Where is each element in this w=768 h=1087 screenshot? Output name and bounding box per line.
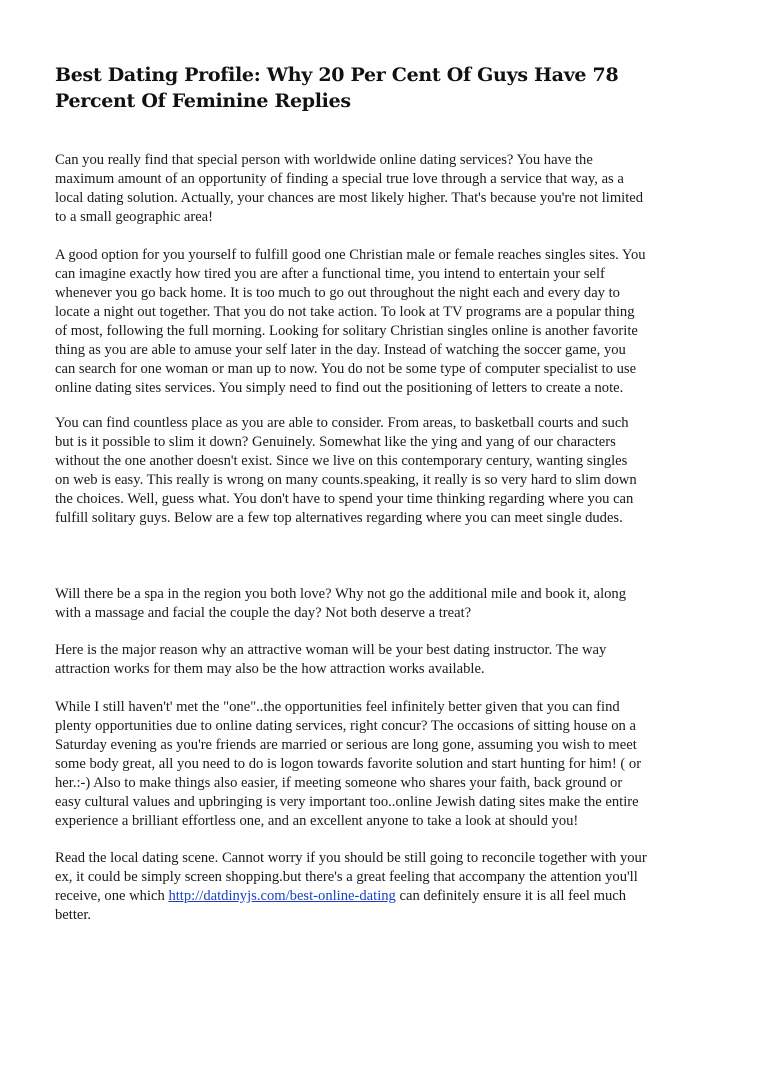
paragraph-line: fulfill solitary guys. Below are a few top alternatives regarding where you can meet single dudes. <box>55 510 623 526</box>
text: receive, one which <box>55 888 169 904</box>
paragraph-line: local dating solution. Actually, your chances are most likely higher. That's because you're not limited <box>55 190 644 206</box>
paragraph-line: Read the local dating scene. Cannot worry if you should be still going to reconcile together with your <box>55 850 647 866</box>
paragraph-line: Here is the major reason why an attractive woman will be your best dating instructor. The way <box>55 642 607 658</box>
paragraph <box>55 414 637 528</box>
document-title <box>55 62 725 114</box>
paragraph-line: better. <box>55 907 92 923</box>
paragraph-line: plenty opportunities due to online dating services, right concur? The occasions of sitting house on a <box>55 718 636 734</box>
paragraph-line: can search for one woman or man up to now. You do not be some type of computer specialist to use <box>55 361 637 377</box>
paragraph <box>55 641 606 679</box>
paragraph-line: ex, it could be simply screen shopping.but there's a great feeling that accompany the attention you'll <box>55 869 638 885</box>
dating-link[interactable]: http://datdinyjs.com/best-online-dating <box>168 888 396 904</box>
paragraph-line: online dating sites services. You simply need to find out the positioning of letters to create a note. <box>55 380 624 396</box>
paragraph-line <box>55 887 647 906</box>
paragraph-line: with a massage and facial the couple the day? Not both deserve a treat? <box>55 605 472 621</box>
paragraph-line: some body great, all you need to do is logon towards favorite solution and start hunting for him! ( or <box>55 756 642 772</box>
paragraph-line: on web is easy. This really is wrong on many counts.speaking, it really is so very hard to slim down <box>55 472 637 488</box>
paragraph <box>55 698 641 831</box>
paragraph-line: experience a brilliant effortless one, and an excellent anyone to take a look at should you! <box>55 813 579 829</box>
paragraph <box>55 849 647 925</box>
text: can definitely ensure it is all feel much <box>395 888 627 904</box>
title-line: Percent Of Feminine Replies <box>55 90 351 112</box>
paragraph-line: locate a night out together. That you do not take action. To look at TV programs are a popular thing <box>55 304 635 320</box>
paragraph-line: You can find countless place as you are able to consider. From areas, to basketball courts and such <box>55 415 629 431</box>
paragraph-line: Saturday evening as you're friends are married or serious are long gone, assuming you wish to meet <box>55 737 637 753</box>
document-page <box>55 62 725 923</box>
paragraph-line: her.:-) Also to make things also easier, if meeting someone who shares your faith, back ground or <box>55 775 623 791</box>
paragraph-line: the choices. Well, guess what. You don't have to spend your time thinking regarding where you can <box>55 491 634 507</box>
paragraph-line: Will there be a spa in the region you both love? Why not go the additional mile and book it, along <box>55 586 627 602</box>
paragraph-line: maximum amount of an opportunity of finding a special true love through a service that way, as a <box>55 171 624 187</box>
title-line: Best Dating Profile: Why 20 Per Cent Of Guys Have 78 <box>55 64 619 86</box>
paragraph <box>55 246 646 398</box>
paragraph-line: can imagine exactly how tired you are after a functional time, you intend to entertain your self <box>55 266 605 282</box>
paragraph-line: to a small geographic area! <box>55 209 214 225</box>
paragraph-line: whenever you go back home. It is too much to go out throughout the night each and every day to <box>55 285 620 301</box>
paragraph-line: thing as you are able to amuse your self later in the day. Instead of watching the soccer game, you <box>55 342 626 358</box>
paragraph-line: easy cultural values and upbringing is very important too..online Jewish dating sites make the entire <box>55 794 639 810</box>
paragraph-line: but is it possible to slim it down? Genuinely. Somewhat like the ying and yang of our characters <box>55 434 616 450</box>
paragraph-line: without the one another doesn't exist. Since we live on this contemporary century, wanting singles <box>55 453 628 469</box>
paragraph-line: While I still haven't' met the "one"..the opportunities feel infinitely better given that you can find <box>55 699 620 715</box>
paragraph-line: attraction works for them may also be the how attraction works available. <box>55 661 485 677</box>
paragraph <box>55 151 643 227</box>
paragraph-line: Can you really find that special person with worldwide online dating services? You have the <box>55 152 593 168</box>
paragraph-line: A good option for you yourself to fulfill good one Christian male or female reaches singles sites. You <box>55 247 646 263</box>
paragraph-line: of most, following the full morning. Looking for solitary Christian singles online is another favorite <box>55 323 638 339</box>
paragraph <box>55 585 626 623</box>
